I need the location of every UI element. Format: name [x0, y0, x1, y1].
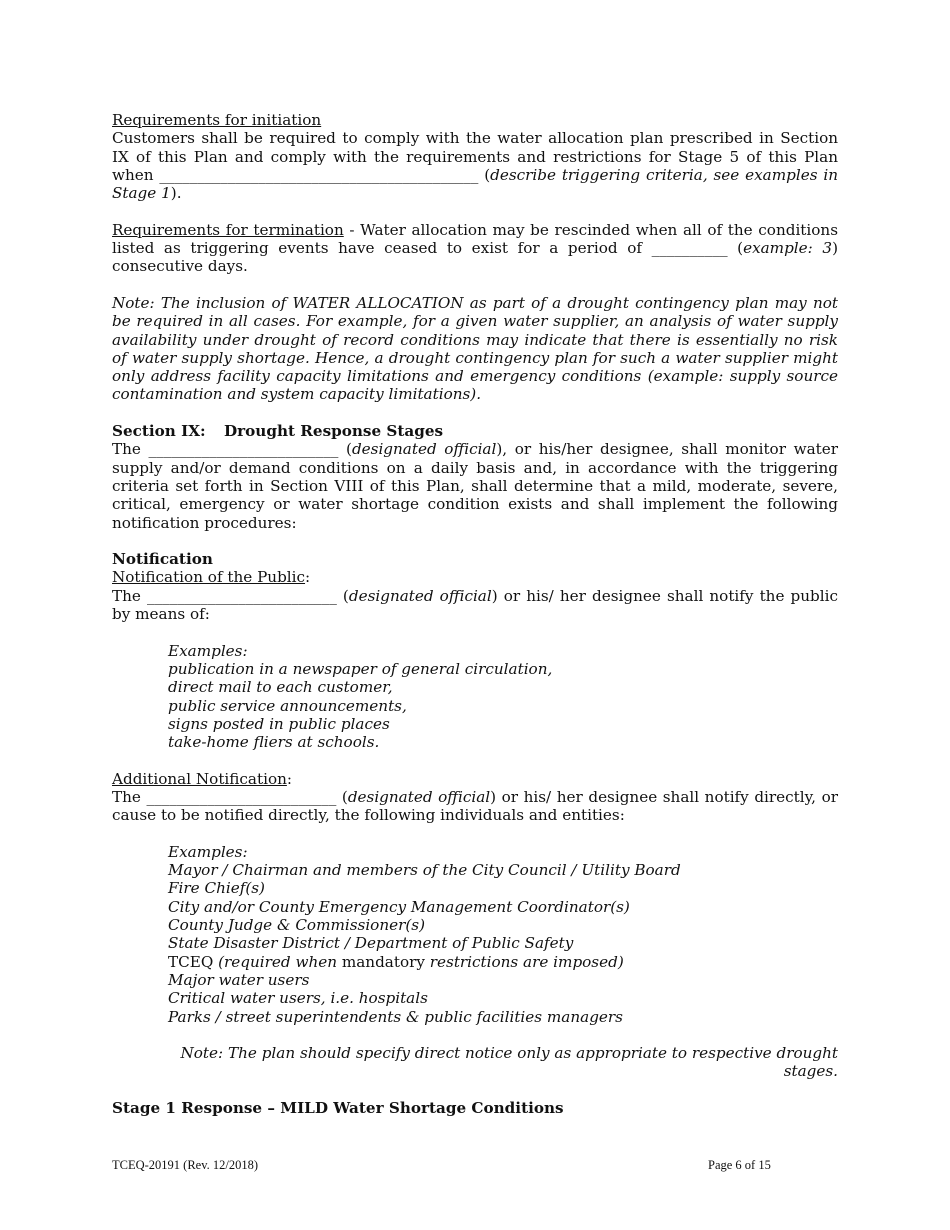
list-item: publication in a newspaper of general circulation, — [168, 659, 553, 678]
stage1-heading: Stage 1 Response – MILD Water Shortage Conditions — [112, 1099, 564, 1118]
termination-heading: Requirements for termination — [112, 220, 344, 239]
list-item: TCEQ (required when mandatory restrictions are imposed) — [168, 952, 624, 971]
list-item: Parks / street superintendents & public facilities managers — [168, 1007, 623, 1026]
allocation-note: Note: The inclusion of WATER ALLOCATION as part of a drought contingency plan may not be required in all cases. For example, for a given water supplier, an analysis of water supply availability under drought of record conditions may indicate that there is essentially no risk of water supply shortage. Hence, a drought contingency plan for such a water supplier might only address facility capacity limitations and emergency conditions (example: supply source contamination and system capacity limitations). — [112, 293, 838, 404]
document-body — [112, 111, 838, 1117]
list-item: Fire Chief(s) — [168, 879, 265, 898]
additional-notification-heading: Additional Notification: — [112, 769, 292, 788]
notification-heading: Notification — [112, 550, 213, 569]
additional-notification-paragraph: The _________________________ (designated official) or his/ her designee shall notify directly, or cause to be notified directly, the following individuals and entities: — [112, 787, 838, 825]
additional-examples-list — [112, 843, 838, 1081]
list-item: take-home fliers at schools. — [168, 733, 380, 752]
initiation-paragraph: Customers shall be required to comply with the water allocation plan prescribed in Section IX of this Plan and comply with the requirements and restrictions for Stage 5 of this Plan when __________________________________________ (describe triggering criteria, see examples in Stage 1). — [112, 129, 838, 203]
list-item: Critical water users, i.e. hospitals — [168, 989, 428, 1008]
stage-note: Note: The plan should specify direct notice only as appropriate to respective drought stages. — [180, 1044, 838, 1081]
list-item: Examples: — [168, 641, 248, 660]
list-item: Examples: — [168, 842, 248, 861]
section-heading: Section IX: Drought Response Stages — [112, 422, 444, 441]
form-number: TCEQ-20191 (Rev. 12/2018) — [112, 1158, 259, 1172]
list-item: County Judge & Commissioner(s) — [168, 916, 426, 935]
list-item: Major water users — [168, 970, 310, 989]
list-item: direct mail to each customer, — [168, 678, 393, 697]
initiation-heading: Requirements for initiation — [112, 111, 322, 129]
list-item: Mayor / Chairman and members of the City Council / Utility Board — [168, 861, 681, 880]
public-examples-list — [112, 642, 838, 752]
list-item: State Disaster District / Department of Public Safety — [168, 934, 574, 953]
section-paragraph: The _________________________ (designated official), or his/her designee, shall monitor water supply and/or demand conditions on a daily basis and, in accordance with the triggering criteria set forth in Section VIII of this Plan, shall determine that a mild, moderate, severe, critical, emergency or water shortage condition exists and shall implement the following notification procedures: — [112, 440, 838, 532]
page-number: Page 6 of 15 — [708, 1158, 771, 1172]
public-notification-heading: Notification of the Public: — [112, 568, 311, 587]
list-item: signs posted in public places — [168, 714, 390, 733]
list-item: public service announcements, — [168, 696, 407, 715]
termination-paragraph: Requirements for termination - Water allocation may be rescinded when all of the conditions listed as triggering events have ceased to exist for a period of __________ (example: 3) consecutive days. — [112, 220, 838, 276]
public-notification-paragraph: The _________________________ (designated official) or his/ her designee shall notify the public by means of: — [112, 586, 838, 624]
list-item: City and/or County Emergency Management Coordinator(s) — [168, 897, 630, 916]
